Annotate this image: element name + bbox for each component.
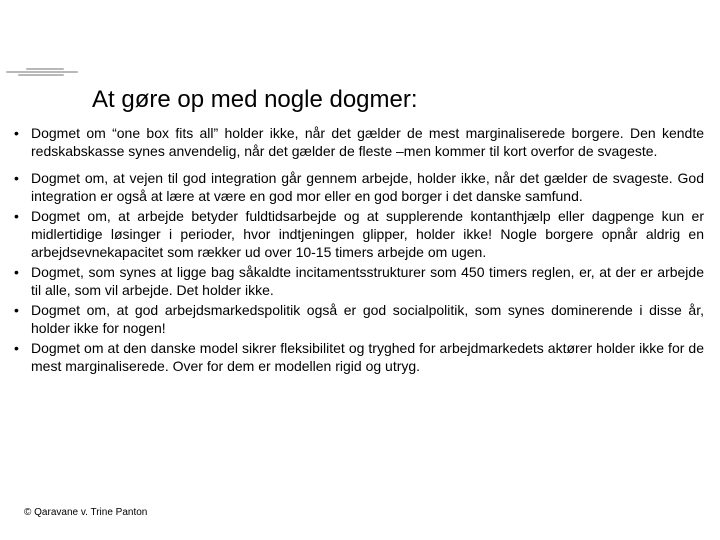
bullet-text: Dogmet om, at arbejde betyder fuldtidsarbejde og at supplerende kontanthjælp eller dagpenge kun er midlertidige løsinger i perioder, hvor indtjeningen glipper, holder ikke! Nogle borgere opnår aldrig en arbejdsevnekapacitet som rækker ud over 10-15 timers arbejde om ugen. [31,208,704,260]
bullet-item [14,339,704,375]
bullet-marker: • [14,208,19,224]
bullet-list [14,124,704,377]
bullet-marker: • [14,264,19,280]
bullet-text: Dogmet om “one box fits all” holder ikke, når det gælder de mest marginaliserede borgere. Den kendte redskabskasse synes anvendelig, når det gælder de fleste –men kommer til kort overfor de svageste. [31,125,704,159]
bullet-item [14,124,704,160]
bullet-marker: • [14,170,19,186]
bullet-text: Dogmet om, at god arbejdsmarkedspolitik også er god socialpolitik, som synes dominerende i disse år, holder ikke for nogen! [31,302,704,336]
bullet-text: Dogmet, som synes at ligge bag såkaldte incitamentsstrukturer som 450 timers reglen, er, at der er arbejde til alle, som vil arbejde. Det holder ikke. [31,264,704,298]
slide-title: At gøre op med nogle dogmer: [92,86,418,113]
bullet-item [14,207,704,261]
bullet-marker: • [14,125,19,141]
bullet-item [14,301,704,337]
bullet-text: Dogmet om, at vejen til god integration går gennem arbejde, holder ikke, når det gælder de svageste. God integration er også at lære at være en god mor eller en god borger i det danske samfund. [31,170,704,204]
bullet-item [14,263,704,299]
bullet-text: Dogmet om at den danske model sikrer fleksibilitet og tryghed for arbejdmarkedets aktører holder ikke for de mest marginaliserede. Over for dem er modellen rigid og utryg. [31,340,704,374]
copyright-footer: © Qaravane v. Trine Panton [24,507,148,518]
bullet-marker: • [14,340,19,356]
license-stamp-graphic [6,68,82,80]
bullet-marker: • [14,302,19,318]
bullet-item [14,169,704,205]
